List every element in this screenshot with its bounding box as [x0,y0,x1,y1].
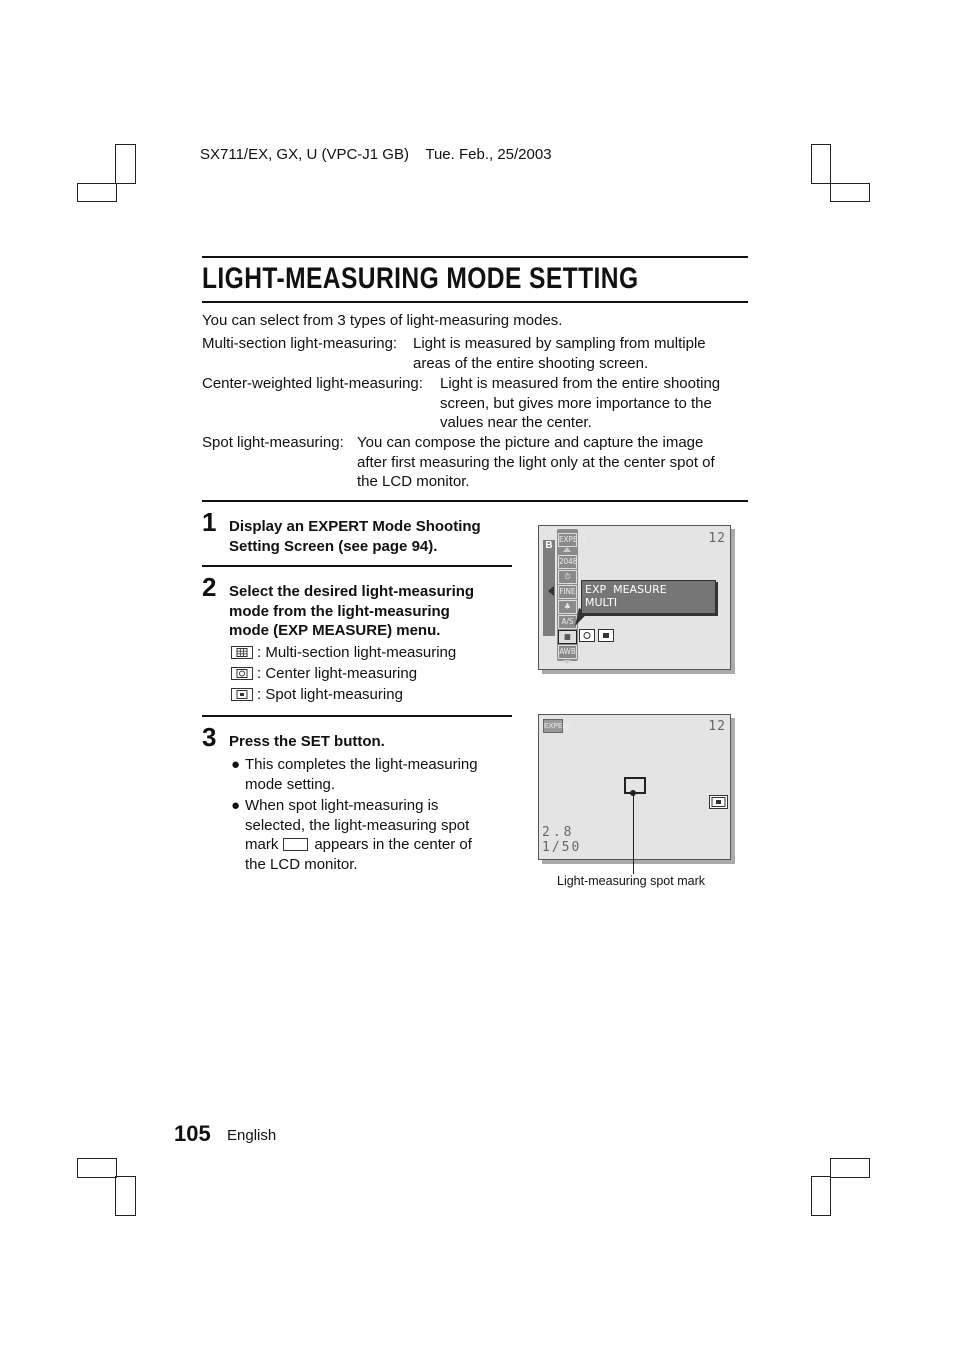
spot-option-icon[interactable] [598,629,614,642]
focus-icon: ♣ [558,600,577,614]
quality-icon: FINE [558,585,577,599]
lcd-screen-menu [538,525,731,670]
spot-mark-icon [283,838,308,851]
mode-multi-desc-line: Light is measured by sampling from multiple [413,335,706,352]
title-rule-top [202,256,748,258]
step-2-options [231,642,456,705]
shots-remaining: 12 [708,719,726,734]
callout-value: MULTI [585,596,618,609]
crop-mark-tl-vertical [115,144,136,184]
bullet-line-with-mark [245,835,472,855]
white-balance-icon: AWB [558,645,577,659]
step-3-number: 3 [202,722,217,752]
scroll-down-icon [563,660,571,664]
step-2-title [229,582,474,641]
mode-center-desc-line: screen, but gives more importance to the [440,394,712,412]
footer-language: English [227,1127,277,1144]
mode-center-desc-line: Light is measured from the entire shooting [440,375,721,392]
exp-measure-icon: ▦ [558,630,577,644]
step-2-title-line: mode from the light-measuring [229,602,450,620]
mode-center-desc-line: values near the center. [440,414,592,431]
crop-mark-bl-horizontal [77,1158,117,1178]
spot-mode-icon [709,795,728,809]
step-3-bullet-2 [231,796,511,876]
step-3-rule [202,715,512,717]
step-1-number: 1 [202,507,217,537]
exp-measure-callout [581,580,716,614]
spot-mark-caption: Light-measuring spot mark [557,874,705,888]
intro-text: You can select from 3 types of light-measuring modes. [202,312,563,329]
title-rule-bottom [202,301,748,303]
step-2-number: 2 [202,572,217,602]
bullet-line: When spot light-measuring is [245,797,439,814]
option-multi-label: : Multi-section light-measuring [257,644,457,661]
mode-multi-label: Multi-section light-measuring: [202,335,398,352]
resolution-icon: 2048 [558,555,577,569]
shutter-speed: 1/50 [542,840,582,855]
mode-spot-desc-line: the LCD monitor. [357,473,470,490]
center-weighted-icon [231,667,253,680]
step-1-title-line: Display an EXPERT Mode Shooting [229,518,481,535]
step-2-rule [202,565,512,567]
bullet-line: mode setting. [245,775,336,793]
crop-mark-tl-horizontal [77,183,117,202]
crop-mark-br-vertical [811,1176,831,1216]
bullet-line: selected, the light-measuring spot [245,816,470,834]
option-spot-label: : Spot light-measuring [257,686,403,703]
callout-title: EXP MEASURE [585,583,667,596]
bullet-text: mark [245,836,279,853]
mode-multi-desc-line: areas of the entire shooting screen. [413,354,649,372]
side-tab-label: B [545,540,553,551]
step-1-title-line: Setting Screen (see page 94). [229,537,438,555]
step-2-title-line: Select the desired light-measuring [229,583,475,600]
bullet-line: the LCD monitor. [245,855,358,873]
menu-strip [557,529,587,661]
bullet-line: This completes the light-measuring [245,756,478,773]
mode-spot-label: Spot light-measuring: [202,434,344,451]
center-option-icon[interactable] [579,629,595,642]
mode-center-row [202,374,748,434]
mode-spot-desc-line: You can compose the picture and capture the image [357,434,704,451]
option-multi [231,642,456,663]
step-3-bullet-1 [231,755,511,795]
mode-spot-desc-line: after first measuring the light only at the center spot of [357,453,715,471]
crop-mark-tr-horizontal [830,183,870,202]
spot-mark-leader-dot [630,790,636,796]
scroll-up-icon [563,547,571,552]
option-center [231,663,456,684]
multi-grid-icon [231,646,253,659]
bullet-text: appears in the center of [314,836,472,853]
print-header: SX711/EX, GX, U (VPC-J1 GB) Tue. Feb., 25/2003 [200,146,552,163]
option-spot [231,684,456,705]
spot-icon [231,688,253,701]
page-title: LIGHT-MEASURING MODE SETTING [202,262,639,295]
option-center-label: : Center light-measuring [257,665,418,682]
step-3-title: Press the SET button. [229,733,385,750]
crop-mark-bl-vertical [115,1176,136,1216]
expert-badge: EXPERT [543,719,563,733]
shots-remaining: 12 [708,531,726,546]
mode-center-label: Center-weighted light-measuring: [202,375,423,392]
spot-mark-leader-line [633,792,634,874]
self-timer-icon: ⏱ [558,570,577,584]
mode-multi-row [202,334,748,374]
mode-spot-row [202,433,748,493]
crop-mark-tr-vertical [811,144,831,184]
crop-mark-br-horizontal [830,1158,870,1178]
aperture-value: 2.8 [542,825,575,840]
menu-arrow-icon [548,586,554,596]
step-1-title [229,517,481,556]
expert-icon: EXPERT [558,533,577,547]
page-number: 105 [174,1121,211,1146]
lcd-screen-spot [538,714,731,860]
bullet-dot-icon: ● [231,756,241,773]
step-2-title-line: mode (EXP MEASURE) menu. [229,622,441,639]
exposure-icon: A/S [558,615,577,629]
step-1-rule [202,500,748,502]
bullet-dot-icon: ● [231,797,241,814]
